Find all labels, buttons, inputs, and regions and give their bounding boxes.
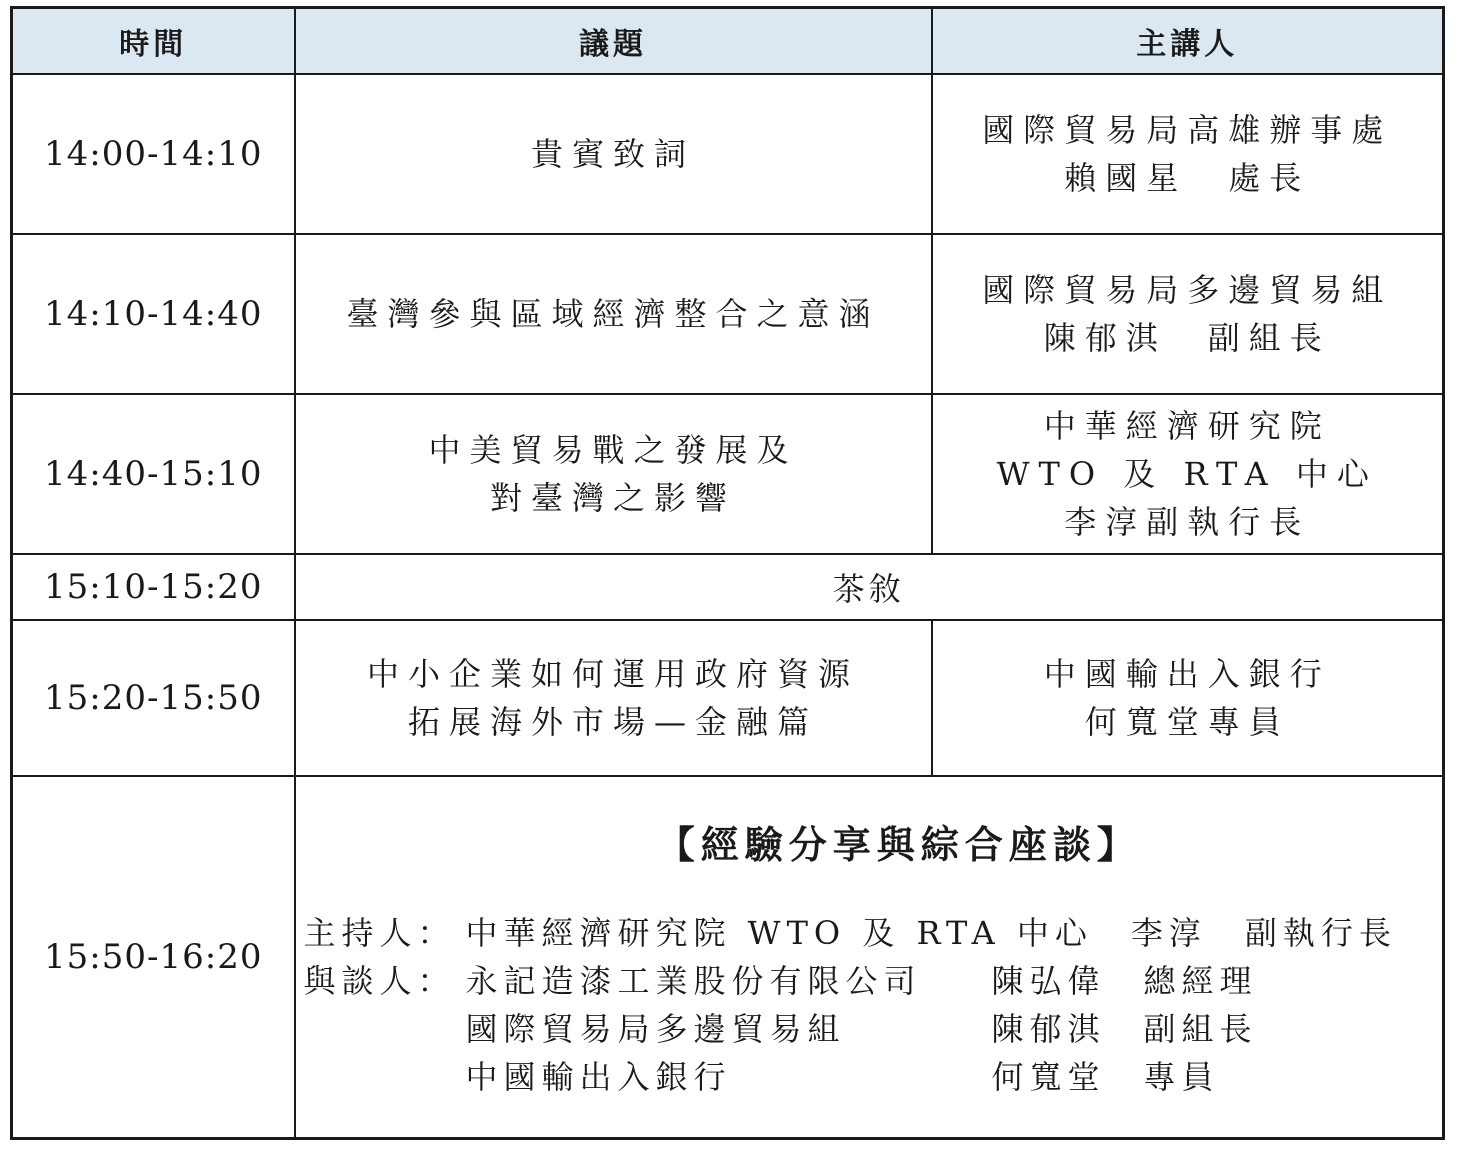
header-speaker: 主講人 xyxy=(932,8,1444,75)
panelist-row xyxy=(304,1053,1443,1101)
tea-break-cell: 茶敘 xyxy=(295,554,1444,620)
header-topic: 議題 xyxy=(295,8,932,75)
topic-line: 對臺灣之影響 xyxy=(489,479,736,517)
host-row xyxy=(304,909,1443,957)
speaker-line: 李淳副執行長 xyxy=(1064,503,1311,541)
topic-line: 貴賓致詞 xyxy=(530,135,695,173)
time-cell: 14:40-15:10 xyxy=(12,394,295,554)
topic-cell xyxy=(295,620,932,776)
panelist-org: 中國輸出入銀行 xyxy=(465,1057,732,1096)
time-cell: 15:50-16:20 xyxy=(12,776,295,1139)
topic-cell xyxy=(295,234,932,394)
host-name: 中華經濟研究院 WTO 及 RTA 中心 李淳 副執行長 xyxy=(465,913,1397,952)
speaker-cell xyxy=(932,394,1444,554)
speaker-line: 中國輸出入銀行 xyxy=(1043,655,1331,693)
time-cell: 15:10-15:20 xyxy=(12,554,295,620)
header-time: 時間 xyxy=(12,8,295,75)
panel-title: 【經驗分享與綜合座談】 xyxy=(656,822,1141,867)
topic-cell xyxy=(295,74,932,234)
topic-line: 中小企業如何運用政府資源 xyxy=(366,655,859,693)
topic-line: 中美貿易戰之發展及 xyxy=(428,431,798,469)
table-row xyxy=(12,394,1444,554)
panelist-row xyxy=(304,1005,1443,1053)
panelist-row xyxy=(304,957,1443,1005)
time-cell: 15:20-15:50 xyxy=(12,620,295,776)
time-cell: 14:10-14:40 xyxy=(12,234,295,394)
table-row xyxy=(12,234,1444,394)
panelist-label: 與談人： xyxy=(303,961,456,1000)
speaker-cell xyxy=(932,234,1444,394)
speaker-line: 國際貿易局多邊貿易組 xyxy=(982,271,1393,309)
speaker-cell xyxy=(932,620,1444,776)
table-row xyxy=(12,776,1444,1139)
speaker-line: 陳郁淇 副組長 xyxy=(1043,319,1331,357)
table-row xyxy=(12,620,1444,776)
agenda-table xyxy=(10,6,1445,1140)
topic-line: 拓展海外市場—金融篇 xyxy=(407,703,818,741)
panel-details xyxy=(296,909,1443,1101)
speaker-line: 中華經濟研究院 xyxy=(1043,407,1331,445)
header-row xyxy=(12,8,1444,75)
panel-cell xyxy=(295,776,1444,1139)
speaker-line: 何寬堂專員 xyxy=(1084,703,1290,741)
time-cell: 14:00-14:10 xyxy=(12,74,295,234)
topic-cell xyxy=(295,394,932,554)
panelist-org: 國際貿易局多邊貿易組 xyxy=(465,1009,846,1048)
panelist-person: 陳郁淇 副組長 xyxy=(991,1009,1258,1048)
topic-line: 臺灣參與區域經濟整合之意涵 xyxy=(346,295,880,333)
speaker-line: WTO 及 RTA 中心 xyxy=(996,455,1378,493)
speaker-line: 國際貿易局高雄辦事處 xyxy=(982,111,1393,149)
speaker-line: 賴國星 處長 xyxy=(1064,159,1311,197)
host-label: 主持人： xyxy=(303,913,456,952)
panelist-org: 永記造漆工業股份有限公司 xyxy=(465,961,922,1000)
panelist-person: 陳弘偉 總經理 xyxy=(991,961,1258,1000)
speaker-cell xyxy=(932,74,1444,234)
table-row xyxy=(12,554,1444,620)
table-row xyxy=(12,74,1444,234)
panelist-person: 何寬堂 專員 xyxy=(991,1057,1220,1096)
